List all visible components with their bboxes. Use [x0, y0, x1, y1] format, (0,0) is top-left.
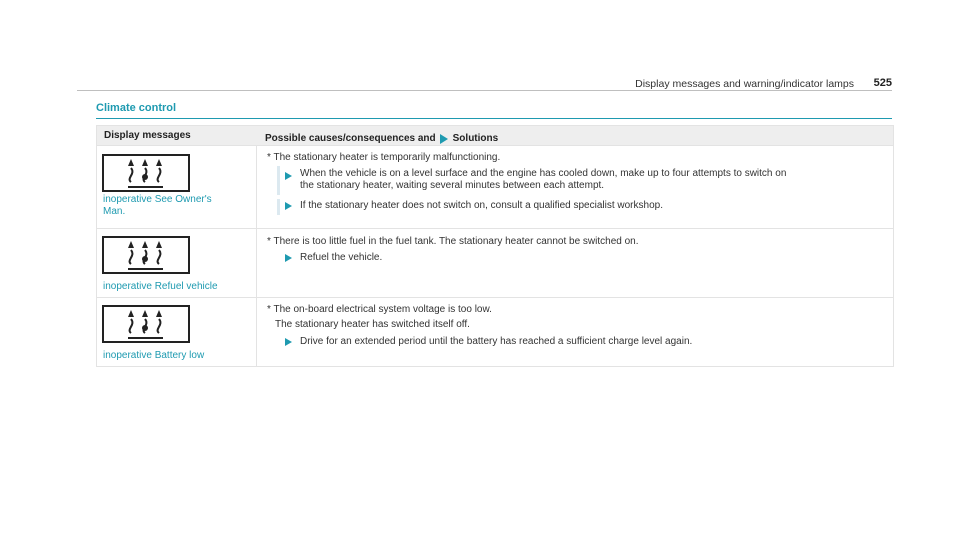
solution-step: If the stationary heater does not switch on, consult a qualified specialist workshop. — [300, 200, 663, 211]
message-cell — [97, 229, 257, 297]
stationary-heater-icon — [102, 236, 190, 274]
display-message: inoperative Refuel vehicle — [103, 281, 218, 292]
column-header-display-messages: Display messages — [104, 130, 191, 141]
stationary-heater-icon — [102, 154, 190, 192]
action-arrow-icon — [285, 254, 292, 262]
causes-cell — [257, 146, 893, 228]
column-header-causes-label: Possible causes/consequences and — [265, 133, 436, 144]
cause-text: * The on-board electrical system voltage is too low. — [267, 304, 492, 315]
display-message: inoperative See Owner's Man. — [103, 194, 212, 217]
display-message: inoperative Battery low — [103, 350, 205, 361]
step-bar — [277, 199, 280, 215]
running-header-title: Display messages and warning/indicator lamps — [635, 78, 854, 90]
column-header-solutions-label: Solutions — [452, 133, 499, 144]
table-row — [97, 297, 893, 366]
page-number: 525 — [873, 77, 892, 89]
section-rule — [96, 118, 892, 119]
causes-cell — [257, 298, 893, 366]
solution-step: When the vehicle is on a level surface and the engine has cooled down, make up to four attempts to switch on the stationary heater, waiting several minutes between each attempt. — [300, 168, 787, 191]
header-rule — [77, 90, 892, 91]
action-arrow-icon — [285, 172, 292, 180]
stationary-heater-icon — [102, 305, 190, 343]
step-bar — [277, 166, 280, 195]
action-arrow-icon — [285, 338, 292, 346]
table-header — [97, 125, 893, 145]
message-cell — [97, 146, 257, 228]
table-row — [97, 145, 893, 228]
solution-step: Drive for an extended period until the battery has reached a sufficient charge level again. — [300, 336, 693, 347]
message-cell — [97, 298, 257, 366]
section-title: Climate control — [96, 102, 177, 114]
solution-step: Refuel the vehicle. — [300, 252, 383, 263]
column-header-causes — [256, 126, 498, 145]
table-row — [97, 228, 893, 297]
cause-text: * There is too little fuel in the fuel tank. The stationary heater cannot be switched on. — [267, 236, 639, 247]
messages-table — [96, 125, 894, 367]
cause-text: * The stationary heater is temporarily malfunctioning. — [267, 152, 501, 163]
cause-text: The stationary heater has switched itself off. — [275, 319, 470, 330]
arrow-icon — [440, 134, 448, 144]
causes-cell — [257, 229, 893, 297]
action-arrow-icon — [285, 202, 292, 210]
